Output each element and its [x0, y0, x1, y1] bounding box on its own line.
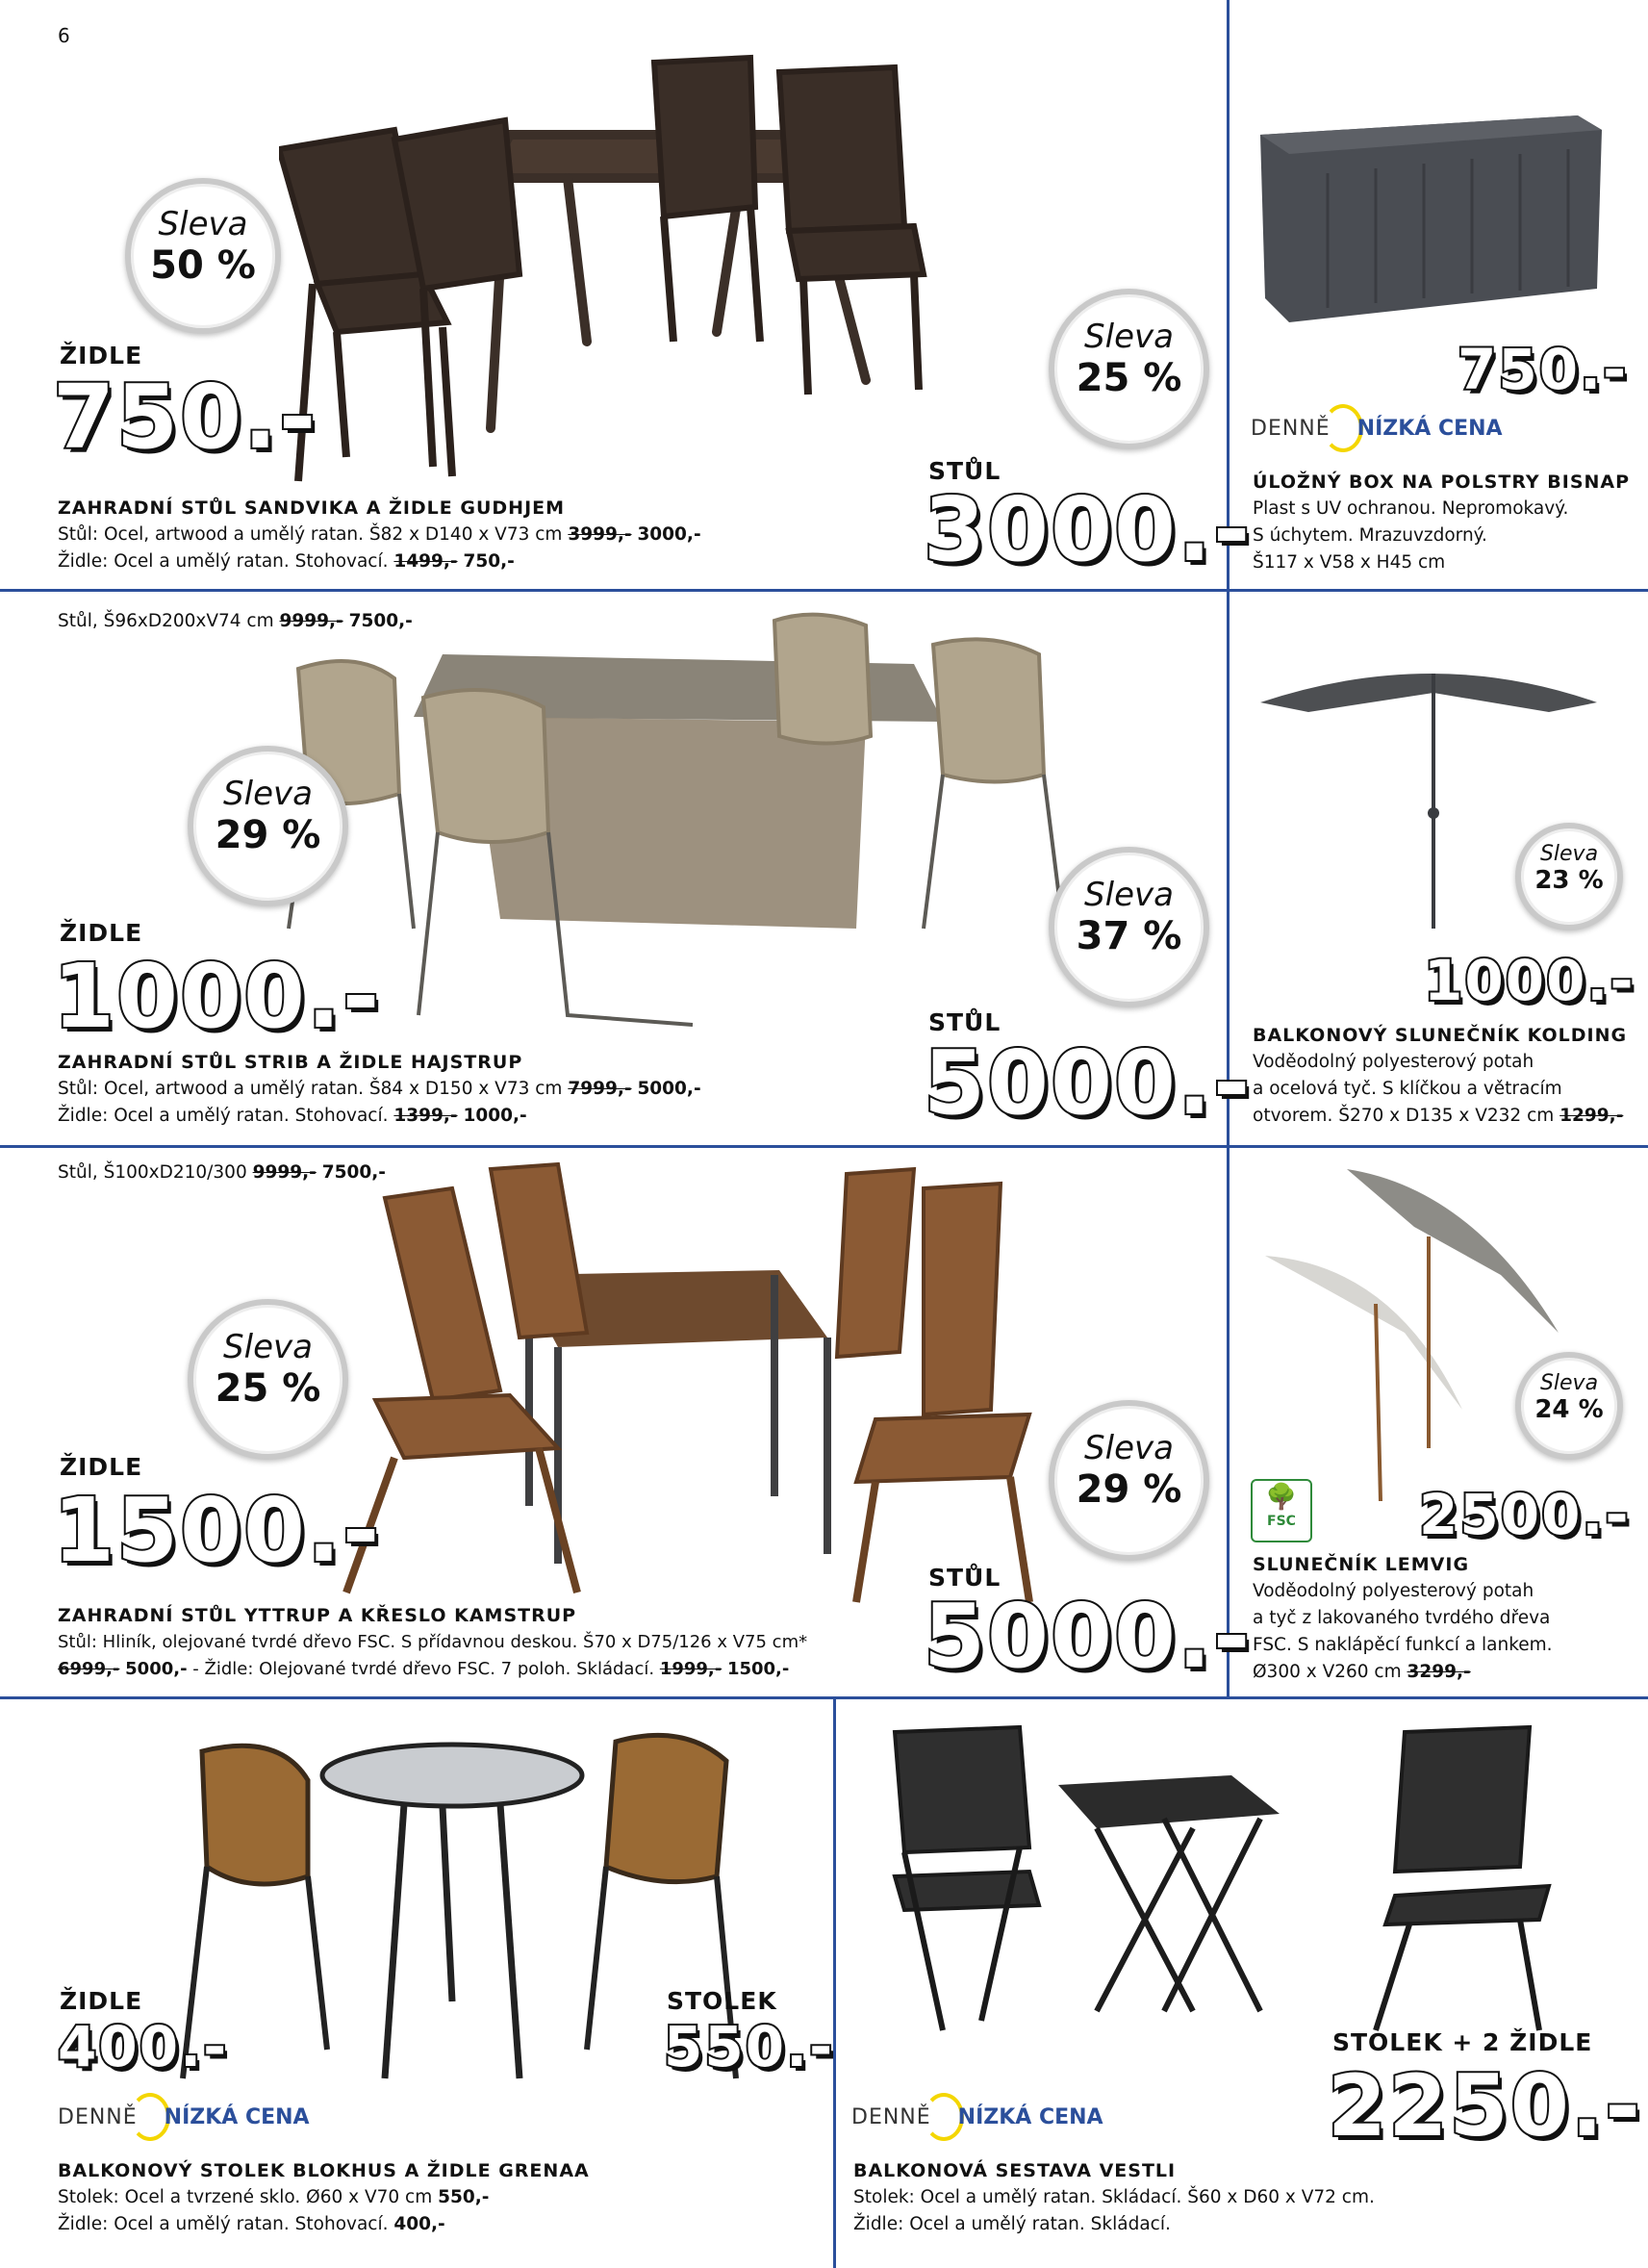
blokhus-chair-label: ŽIDLE	[60, 1987, 143, 2015]
strib-description: Stůl: Ocel, artwood a umělý ratan. Š84 x D150 x V73 cm 7999,- 5000,- Židle: Ocel a umělý ratan. Stohovací. 1399,- 1000,-	[58, 1079, 701, 1126]
strib-table-discount-badge: Sleva 37 %	[1049, 847, 1209, 1007]
vestli-title: BALKONOVÁ SESTAVA VESTLI	[853, 2160, 1177, 2181]
bisnap-price: 750.-	[1458, 337, 1629, 402]
strib-title: ZAHRADNÍ STŮL STRIB A ŽIDLE HAJSTRUP	[58, 1052, 523, 1073]
vestli-set-label: STOLEK + 2 ŽIDLE	[1332, 2028, 1593, 2056]
lemvig-price: 2500.-	[1419, 1482, 1631, 1547]
strib-table-price: 5000.-	[924, 1032, 1253, 1134]
sandvika-chair-price: 750.-	[53, 366, 318, 469]
horizontal-divider-3	[0, 1696, 1648, 1699]
vestli-product-image	[875, 1722, 1568, 2040]
sandvika-table-price: 3000.-	[924, 478, 1253, 581]
vestli-daily-low-price-logo: DENNĚ NÍZKÁ CENA	[851, 2093, 1103, 2141]
strib-chair-price: 1000.-	[53, 945, 382, 1048]
yttrup-top-note: Stůl, Š100xD210/300 9999,- 7500,-	[58, 1162, 386, 1183]
kolding-description: Voděodolný polyesterový potah a ocelová tyč. S klíčkou a větracím otvorem. Š270 x D135 x V232 cm 1299,-	[1253, 1052, 1624, 1126]
blokhus-daily-low-price-logo: DENNĚ NÍZKÁ CENA	[58, 2093, 310, 2141]
blokhus-description: Stolek: Ocel a tvrzené sklo. Ø60 x V70 cm 550,- Židle: Ocel a umělý ratan. Stohovací. 400,-	[58, 2187, 490, 2234]
sandvika-title: ZAHRADNÍ STŮL SANDVIKA A ŽIDLE GUDHJEM	[58, 497, 566, 519]
yttrup-title: ZAHRADNÍ STŮL YTTRUP A KŘESLO KAMSTRUP	[58, 1605, 577, 1626]
yttrup-chair-discount-badge: Sleva 25 %	[188, 1299, 348, 1460]
sandvika-description: Stůl: Ocel, artwood a umělý ratan. Š82 x D140 x V73 cm 3999,- 3000,- Židle: Ocel a umělý ratan. Stohovací. 1499,- 750,-	[58, 524, 701, 572]
bisnap-product-image	[1251, 106, 1607, 327]
sandvika-product-image	[279, 53, 1106, 496]
vestli-description: Stolek: Ocel a umělý ratan. Skládací. Š60 x D60 x V72 cm. Židle: Ocel a umělý ratan. Skládací.	[853, 2187, 1375, 2234]
blokhus-title: BALKONOVÝ STOLEK BLOKHUS A ŽIDLE GRENAA	[58, 2160, 590, 2181]
strib-product-image	[279, 611, 1106, 1054]
yttrup-product-image	[337, 1159, 1068, 1612]
kolding-price: 1000.-	[1424, 948, 1635, 1013]
strib-table-label: STŮL	[928, 1008, 1001, 1036]
kolding-discount-badge: Sleva 23 %	[1515, 823, 1623, 930]
blokhus-stool-label: STOLEK	[667, 1987, 777, 2015]
yttrup-table-price: 5000.-	[924, 1585, 1253, 1688]
page-number: 6	[58, 24, 70, 47]
horizontal-divider-1	[0, 589, 1648, 592]
sandvika-table-discount-badge: Sleva 25 %	[1049, 289, 1209, 449]
yttrup-chair-label: ŽIDLE	[60, 1453, 143, 1481]
strib-chair-label: ŽIDLE	[60, 919, 143, 947]
vestli-set-price: 2250.-	[1328, 2056, 1642, 2155]
bisnap-title: ÚLOŽNÝ BOX NA POLSTRY BISNAP	[1253, 471, 1631, 493]
yttrup-description: Stůl: Hliník, olejované tvrdé dřevo FSC. S přídavnou deskou. Š70 x D75/126 x V75 cm* 6999,- 5000,- - Židle: Olejované tvrdé dřevo FSC. 7 poloh. Skládací. 1999,- 1500,-	[58, 1632, 808, 1679]
kolding-title: BALKONOVÝ SLUNEČNÍK KOLDING	[1253, 1025, 1628, 1046]
vertical-divider-right	[1227, 0, 1230, 1698]
blokhus-stool-price: 550.-	[664, 2014, 835, 2079]
sandvika-chair-label: ŽIDLE	[60, 342, 143, 370]
lemvig-description: Voděodolný polyesterový potah a tyč z lakovaného tvrdého dřeva FSC. S naklápěcí funkcí a lankem. Ø300 x V260 cm 3299,-	[1253, 1581, 1553, 1682]
horizontal-divider-2	[0, 1145, 1648, 1148]
lemvig-title: SLUNEČNÍK LEMVIG	[1253, 1554, 1470, 1575]
strib-chair-discount-badge: Sleva 29 %	[188, 746, 348, 906]
bisnap-description: Plast s UV ochranou. Nepromokavý. S úchytem. Mrazuvzdorný. Š117 x V58 x H45 cm	[1253, 498, 1569, 573]
sandvika-chair-discount-badge: Sleva 50 %	[125, 178, 281, 334]
bisnap-daily-low-price-logo: DENNĚ NÍZKÁ CENA	[1251, 404, 1503, 452]
yttrup-table-label: STŮL	[928, 1564, 1001, 1592]
yttrup-chair-price: 1500.-	[53, 1479, 382, 1582]
blokhus-chair-price: 400.-	[58, 2014, 229, 2079]
sandvika-table-label: STŮL	[928, 457, 1001, 485]
lemvig-discount-badge: Sleva 24 %	[1515, 1352, 1623, 1460]
strib-top-note: Stůl, Š96xD200xV74 cm 9999,- 7500,-	[58, 611, 413, 631]
vertical-divider-bottom	[833, 1698, 836, 2268]
fsc-logo-icon: 🌳 FSC	[1251, 1479, 1312, 1542]
yttrup-table-discount-badge: Sleva 29 %	[1049, 1400, 1209, 1561]
